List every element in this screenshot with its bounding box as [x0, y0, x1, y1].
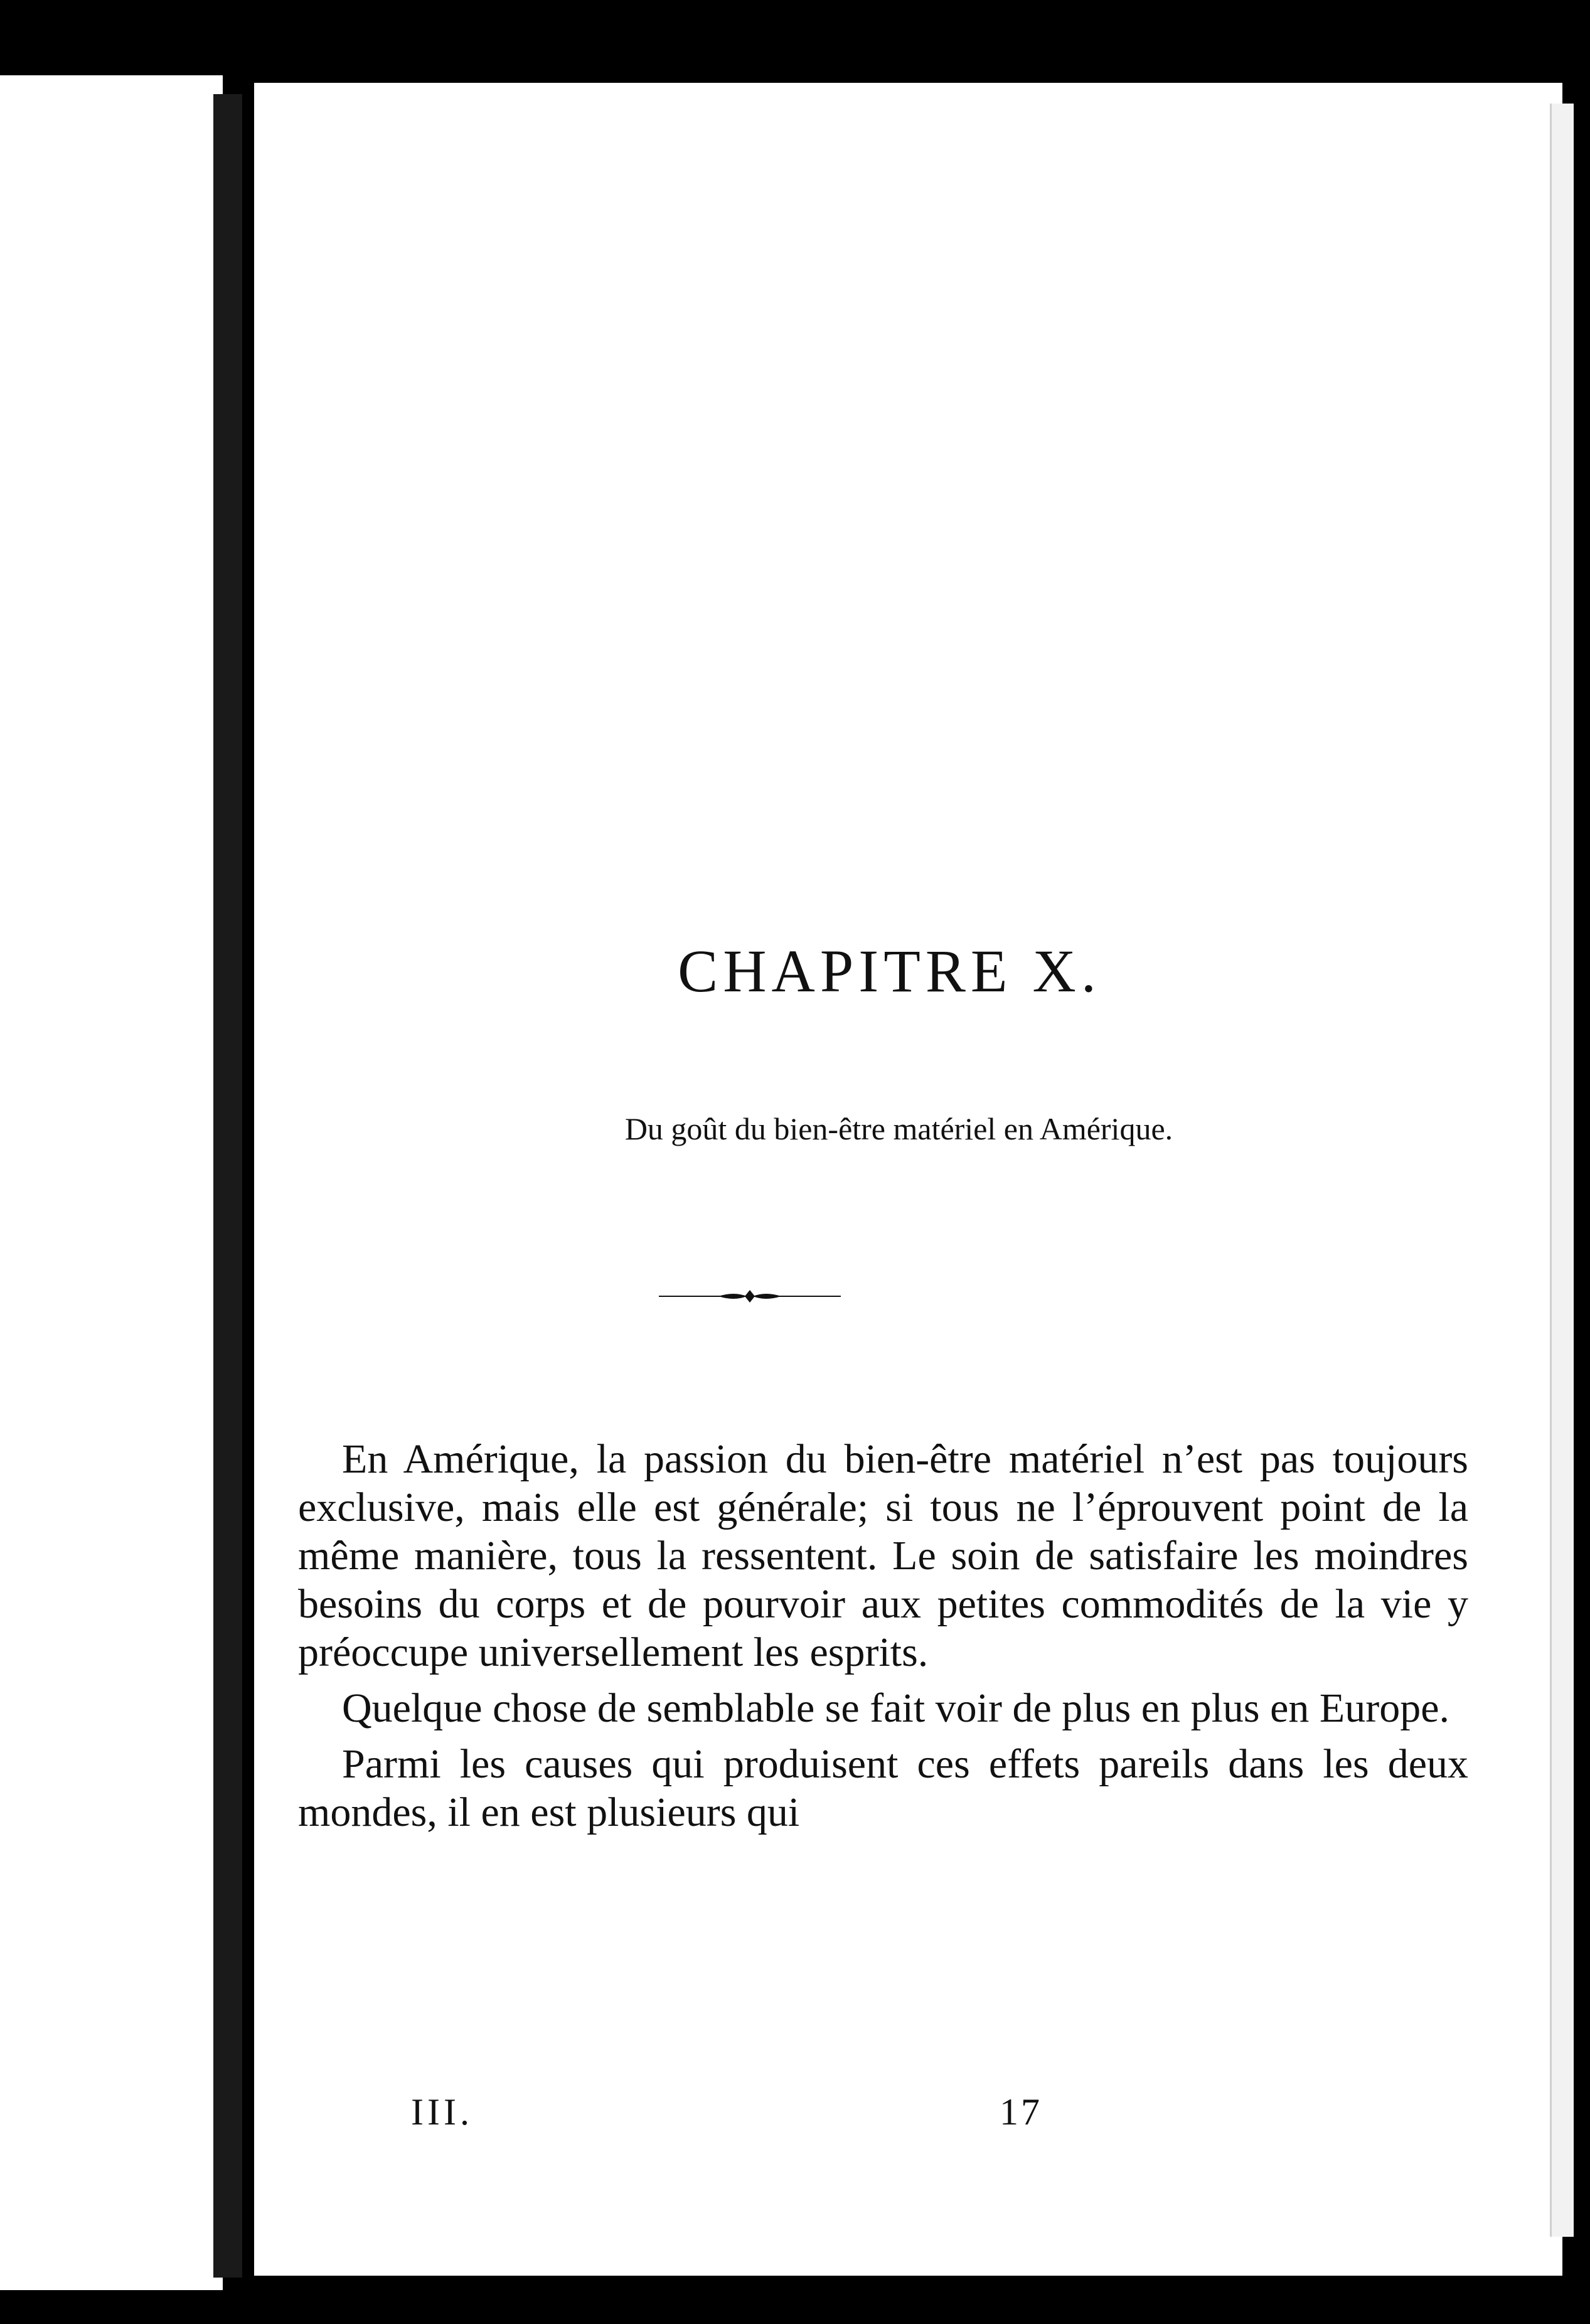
ornament-divider — [659, 1284, 841, 1309]
paragraph: En Amérique, la passion du bien-être matériel n’est pas toujours exclusive, mais elle est générale; si tous ne l’éprouvent point de la même manière, tous la ressentent. Le soin de satisfaire les moindres besoins du corps et de pourvoir aux petites commodités de la vie y préoccupe universellement les esprits. — [298, 1436, 1468, 1675]
facing-page — [0, 75, 223, 2290]
paragraph: Quelque chose de semblable se fait voir de plus en plus en Europe. — [342, 1685, 1449, 1731]
chapter-subtitle: Du goût du bien-être matériel en Amérique. — [624, 1111, 1173, 1146]
chapter-title: CHAPITRE X. — [678, 937, 1101, 1005]
body-text — [298, 1435, 1468, 1844]
volume-signature: III. — [411, 2091, 473, 2133]
book-gutter — [213, 94, 242, 2278]
paragraph: Parmi les causes qui produisent ces effets pareils dans les deux mondes, il en est plusieurs qui — [298, 1741, 1468, 1835]
page-edge — [1550, 104, 1574, 2237]
page-footer — [254, 2091, 1562, 2141]
book-page — [254, 83, 1562, 2276]
page-number: 17 — [1000, 2091, 1042, 2133]
